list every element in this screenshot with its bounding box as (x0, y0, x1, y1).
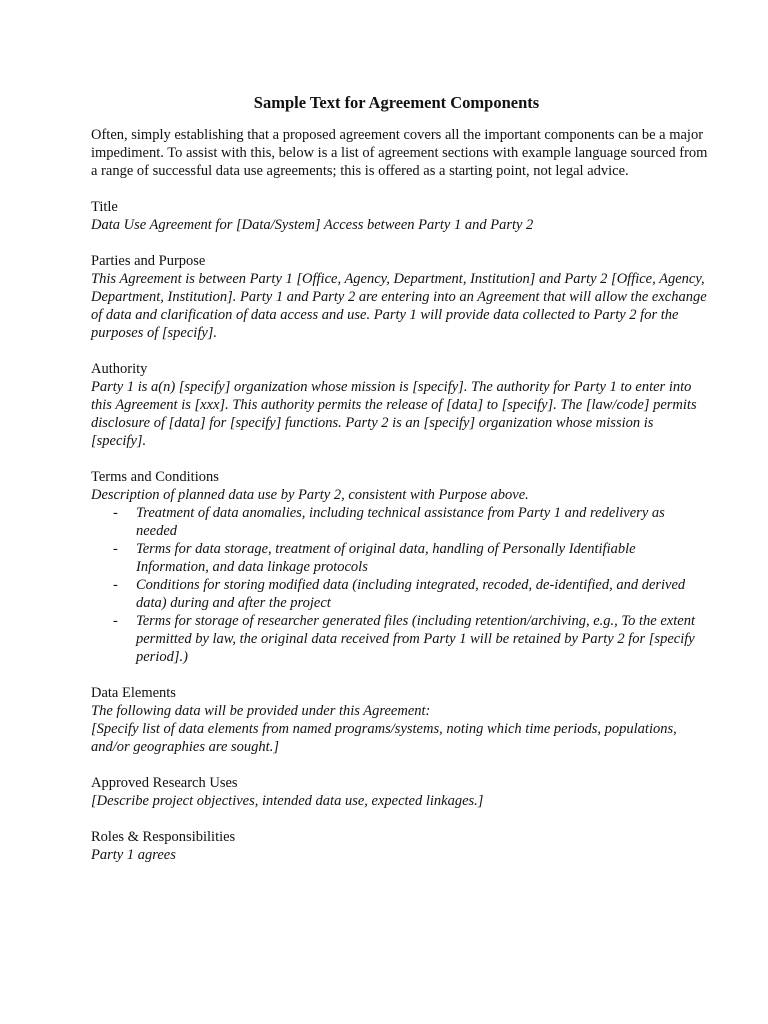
section-authority (91, 360, 708, 450)
section-heading: Parties and Purpose (91, 253, 206, 269)
list-item-text: Conditions for storing modified data (including integrated, recoded, de-identified, and derived data) during and after the project (136, 577, 686, 611)
section-body: Description of planned data use by Party 2, consistent with Purpose above. (91, 487, 529, 503)
list-item (91, 540, 708, 576)
terms-list (91, 504, 708, 666)
section-heading: Terms and Conditions (91, 469, 219, 485)
list-item-text: Treatment of data anomalies, including technical assistance from Party 1 and redelivery as needed (136, 505, 665, 539)
section-heading: Title (91, 199, 118, 215)
document-title: Sample Text for Agreement Components (253, 93, 540, 112)
bullet-dash: - (113, 577, 118, 593)
section-heading: Approved Research Uses (91, 775, 238, 791)
section-body: Party 1 is a(n) [specify] organization whose mission is [specify]. The authority for Party 1 to enter into this Agreement is [xxx]. This authority permits the release of [data] to [specify]. The [law/code] permits disclosure of [data] for [specify] functions. Party 2 is an [specify] organization whose mission is [specify]. (91, 379, 697, 449)
section-approved-research-uses (91, 774, 708, 810)
intro-paragraph: Often, simply establishing that a proposed agreement covers all the important components can be a major impediment. To assist with this, below is a list of agreement sections with example language sourced from a range of successful data use agreements; this is offered as a starting point, not legal advice. (91, 127, 708, 179)
section-heading: Data Elements (91, 685, 176, 701)
section-heading: Roles & Responsibilities (91, 829, 236, 845)
section-body: Party 1 agrees (91, 847, 176, 863)
bullet-dash: - (113, 613, 118, 629)
bullet-dash: - (113, 505, 118, 521)
section-body: This Agreement is between Party 1 [Office, Agency, Department, Institution] and Party 2 [Office, Agency, Department, Institution]. Party 1 and Party 2 are entering into an Agreement that will allow the exchange of data and clarification of data access and use. Party 1 will provide data collected to Party 2 for the purposes of [specify]. (91, 271, 707, 341)
section-body-line: The following data will be provided under this Agreement: (91, 703, 431, 719)
list-item-text: Terms for data storage, treatment of original data, handling of Personally Identifiable Information, and data linkage protocols (136, 541, 636, 575)
section-terms-and-conditions (91, 468, 708, 666)
section-body-line: [Specify list of data elements from named programs/systems, noting which time periods, populations, and/or geographies are sought.] (91, 721, 677, 755)
list-item (91, 504, 708, 540)
section-heading: Authority (91, 361, 148, 377)
section-data-elements (91, 684, 708, 756)
list-item (91, 612, 708, 666)
bullet-dash: - (113, 541, 118, 557)
section-parties-and-purpose (91, 252, 708, 342)
section-body: Data Use Agreement for [Data/System] Access between Party 1 and Party 2 (91, 217, 534, 233)
section-title (91, 198, 708, 234)
section-body: [Describe project objectives, intended data use, expected linkages.] (91, 793, 484, 809)
section-roles-and-responsibilities (91, 828, 708, 864)
list-item (91, 576, 708, 612)
list-item-text: Terms for storage of researcher generated files (including retention/archiving, e.g., To the extent permitted by law, the original data received from Party 1 will be retained by Party 2 for [specify period].) (136, 613, 695, 665)
